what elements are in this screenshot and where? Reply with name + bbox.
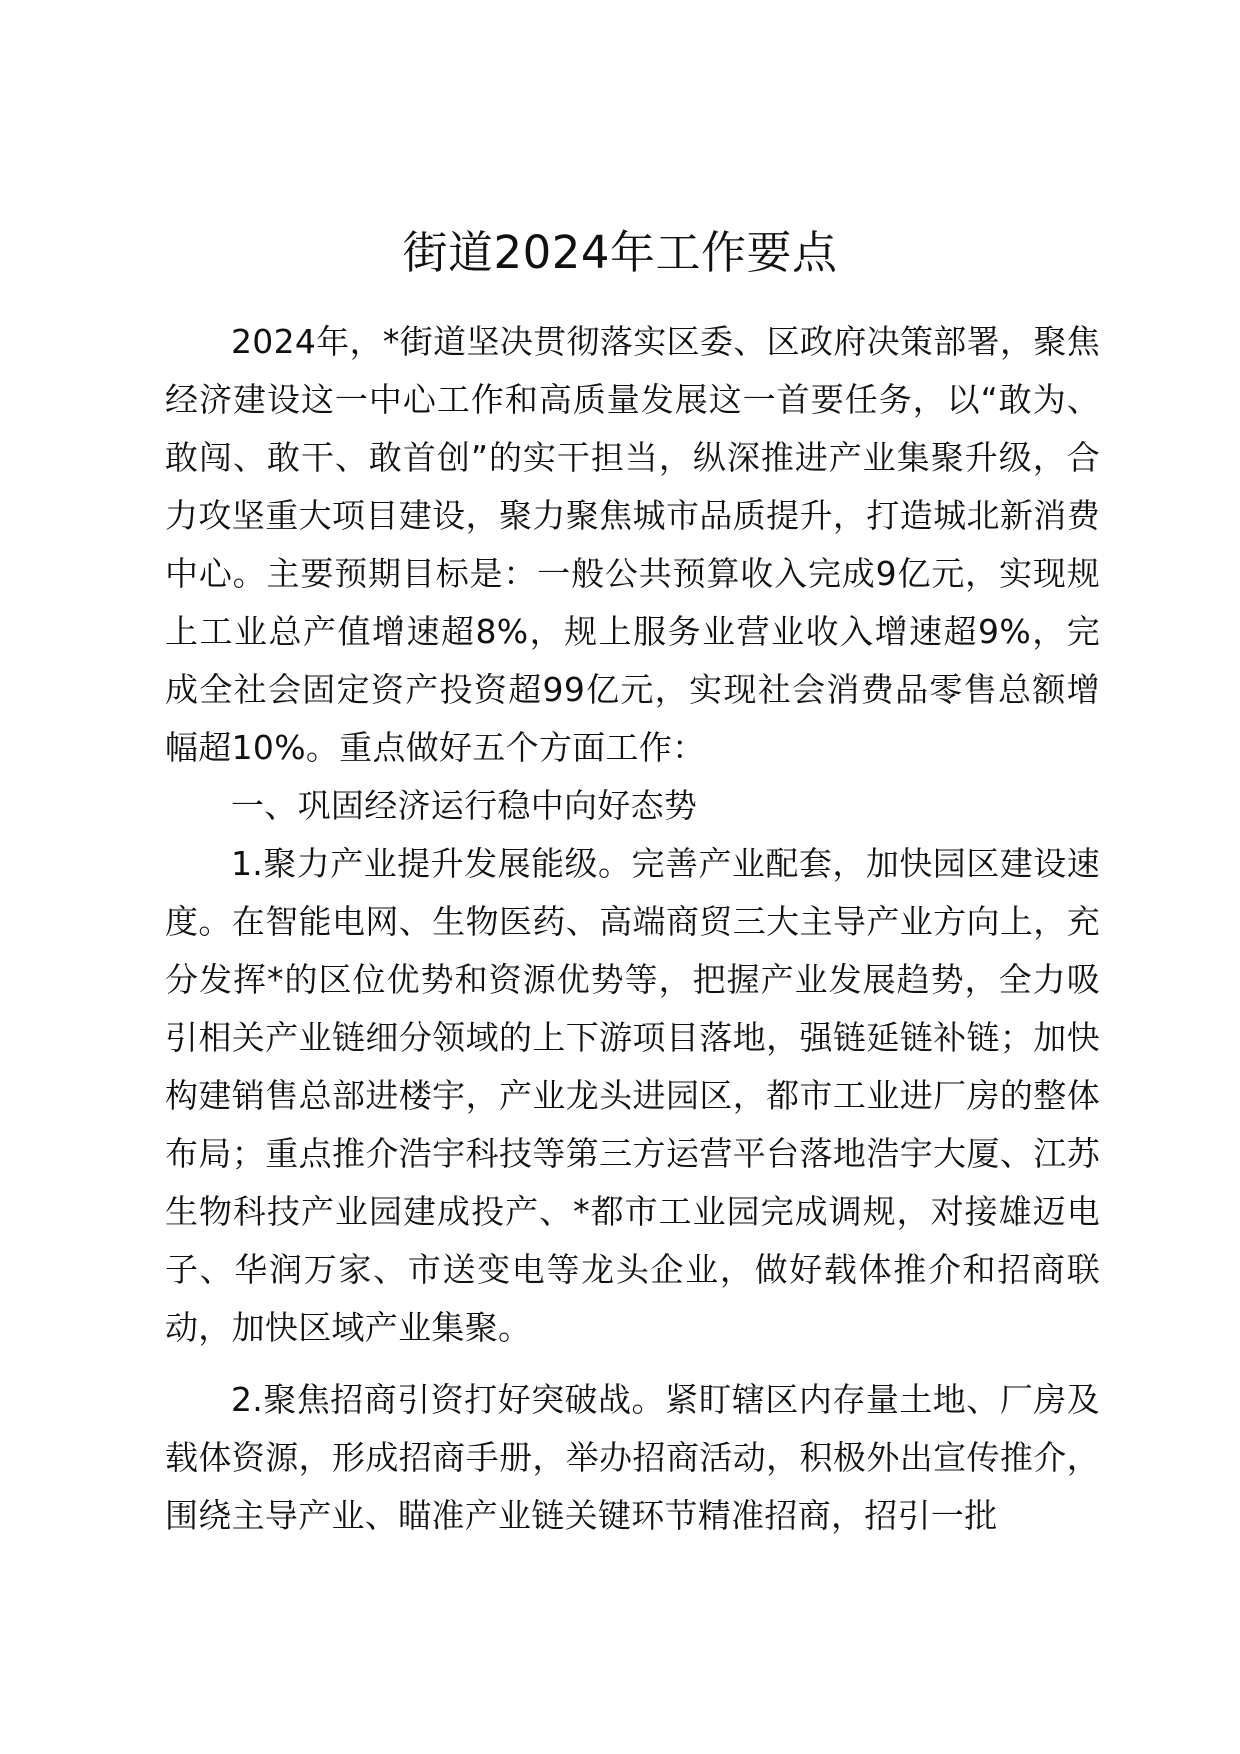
document-title: 街道2024年工作要点	[402, 226, 838, 279]
item-paragraph-2: 2.聚焦招商引资打好突破战。紧盯辖区内存量土地、厂房及载体资源，形成招商手册，举办招商活动，积极外出宣传推介，围绕主导产业、瞄准产业链关键环节精准招商，招引一批	[165, 1380, 1100, 1535]
intro-paragraph: 2024年，*街道坚决贯彻落实区委、区政府决策部署，聚焦经济建设这一中心工作和高质量发展这一首要任务，以“敢为、敢闯、敢干、敢首创”的实干担当，纵深推进产业集聚升级，合力攻坚重大项目建设，聚力聚焦城市品质提升，打造城北新消费中心。主要预期目标是：一般公共预算收入完成9亿元，实现规上工业总产值增速超8%，规上服务业营业收入增速超9%，完成全社会固定资产投资超99亿元，实现社会消费品零售总额增幅超10%。重点做好五个方面工作：	[165, 322, 1100, 767]
document-body	[165, 313, 1100, 1545]
section-heading: 一、巩固经济运行稳中向好态势	[231, 786, 698, 825]
item-paragraph-1: 1.聚力产业提升发展能级。完善产业配套，加快园区建设速度。在智能电网、生物医药、高端商贸三大主导产业方向上，充分发挥*的区位优势和资源优势等，把握产业发展趋势，全力吸引相关产业链细分领域的上下游项目落地，强链延链补链；加快构建销售总部进楼宇，产业龙头进园区，都市工业进厂房的整体布局；重点推介浩宇科技等第三方运营平台落地浩宇大厦、江苏生物科技产业园建成投产、*都市工业园完成调规，对接雄迈电子、华润万家、市送变电等龙头企业，做好载体推介和招商联动，加快区域产业集聚。	[165, 844, 1100, 1347]
